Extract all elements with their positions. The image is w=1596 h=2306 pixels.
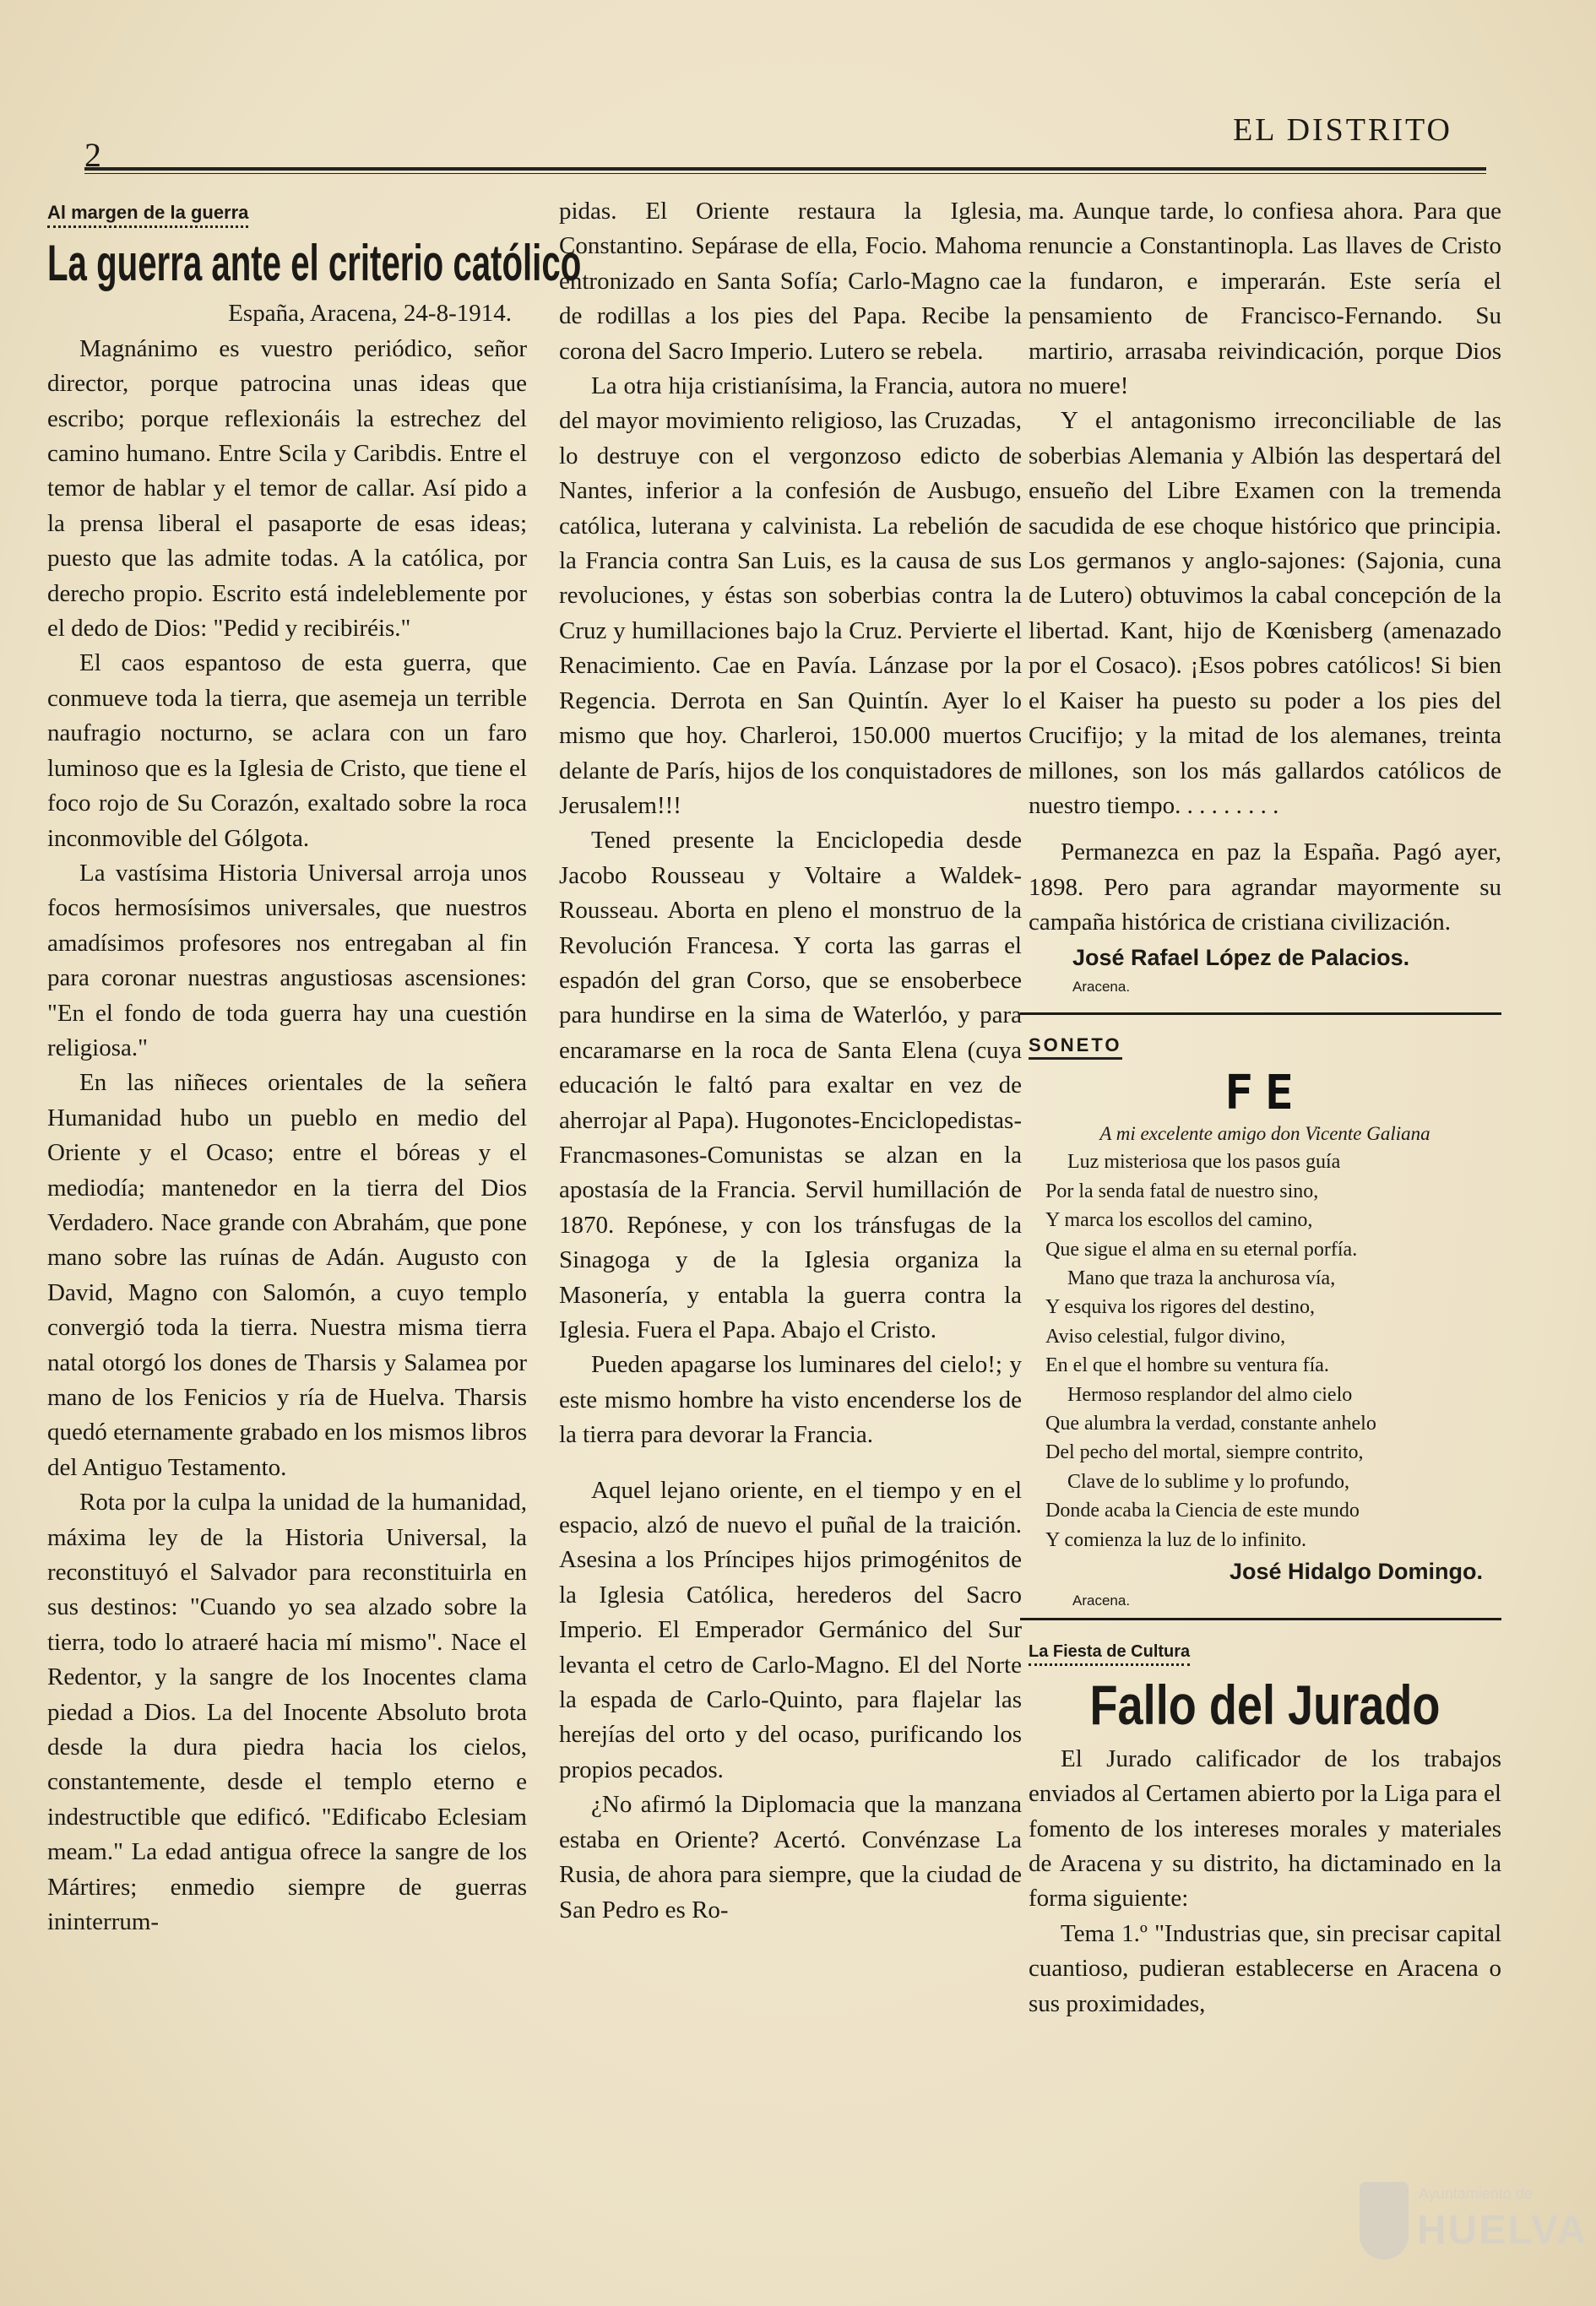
poem-line: En el que el hombre su ventura fía. (1045, 1354, 1329, 1377)
paragraph: La otra hija cristianísima, la Francia, autora del mayor movimiento religioso, las Cruzadas, lo destruye con el vergonzoso edicto de Nantes, inferior a la confesión de Ausbugo, católica, luterana y calvinista. La rebelión de la Francia contra San Luis, es la causa de sus revoluciones, y éstas son soberbias contra la Cruz y humillaciones bajo la Cruz. Pervierte el Renacimiento. Cae en Pavía. Lánzase por la Regencia. Derrota en San Quintín. Ayer lo mismo que hoy. Charleroi, 150.000 muertos delante de París, hijos de los conquistadores de Jerusalem!!! (559, 372, 1022, 819)
poem-line: Mano que traza la anchurosa vía, (1067, 1267, 1336, 1289)
poem-line: Hermoso resplandor del almo cielo (1067, 1383, 1353, 1406)
poem-line: Del pecho del mortal, siempre contrito, (1045, 1441, 1364, 1464)
paragraph: Y el antagonismo irreconciliable de las soberbias Alemania y Albión las despertará del ensueño del Libre Examen con la tremenda sacudida de ese choque histórico que principia. Los germanos y anglo-sajones: (Sajonia, cuna de Lutero) obtuvimos la cabal concepción de la libertad. Kant, hijo de Kœnisberg (amenazado por el Cosaco). ¡Esos pobres católicos! Si bien el Kaiser ha puesto su poder a los pies del Crucifijo; y la mitad de los alemanes, treinta millones, son los más gallardos católicos de nuestro tiempo. . . . . . . . . (1029, 407, 1501, 819)
poem-line: Que sigue el alma en su eternal porfía. (1045, 1238, 1358, 1261)
section-divider (1020, 1618, 1501, 1620)
section-divider (1020, 1012, 1501, 1015)
watermark-line2: HUELVA (1417, 2208, 1588, 2253)
paragraph: La vastísima Historia Universal arroja unos focos hermosísimos universales, que nuestros amadísimos profesores nos entregaban al fin para coronar nuestras angustiosas ascensiones: "En el fondo de toda guerra hay una cuestión religiosa." (47, 859, 527, 1061)
poem-line: Y marca los escollos del camino, (1045, 1209, 1313, 1232)
column-1 (47, 194, 582, 1940)
poem-line: Que alumbra la verdad, constante anhelo (1045, 1413, 1376, 1435)
article-headline: La guerra ante el criterio católico (47, 235, 582, 292)
paragraph: Rota por la culpa la unidad de la humanidad, máxima ley de la Historia Universal, la reconstituyó el Salvador para reconstituirla en sus destinos: "Cuando yo sea alzado sobre la tierra, todo lo atraeré hacia mí mismo". Nace el Redentor, y la sangre de los Inocentes clama piedad a Dios. La del Inocente Absoluto brota desde la dura piedra hacia los cielos, constantemente, desde el templo eterno e indestructible que edificó. "Edificabo Eclesiam meam." La edad antigua ofrece la sangre de los Mártires; enmedio siempre de guerras ininterrum- (47, 1489, 527, 1936)
article-dateline: España, Aracena, 24-8-1914. (228, 300, 512, 328)
paragraph: ma. Aunque tarde, lo confiesa ahora. Para que renuncie a Constantinopla. Las llaves de Cristo la fundaron, e imperarán. Este sería el pensamiento de Francisco-Fernando. Su martirio, arrasaba reivindicación, porque Dios no muere! (1029, 198, 1501, 400)
poet-signature: José Hidalgo Domingo. (1229, 1559, 1483, 1585)
section-spacer (1029, 823, 1501, 835)
sonnet-poem (1029, 1148, 1501, 1555)
poem-line: Y esquiva los rigores del destino, (1045, 1296, 1316, 1319)
sonnet-dedication: A mi excelente amigo don Vicente Galiana (1099, 1123, 1430, 1145)
author-signature: José Rafael López de Palacios. (1072, 944, 1410, 970)
paragraph: Tened presente la Enciclopedia desde Jacobo Rousseau y Voltaire a Waldek-Rousseau. Aborta en pleno el monstruo de la Revolución Francesa. Y corta las garras el espadón del gran Corso, que se ensoberbece para hundirse en la sima de Waterlóo, y para encaramarse en la roca de Santa Elena (cuya educación le faltó para exaltar en vez de aherrojar al Papa). Hugonotes-Enciclopedistas-Francmasones-Comunistas se alzan en la apostasía de la Francia. Servil humillación de 1870. Repónese, y con los tránsfugas de la Sinagoga y de la Iglesia organiza la Masonería, y entabla la guerra contra la Iglesia. Fuera el Papa. Abajo el Cristo. (559, 827, 1022, 1343)
poem-line: Clave de lo sublime y lo profundo, (1067, 1470, 1349, 1493)
paragraph: ¿No afirmó la Diplomacia que la manzana estaba en Oriente? Acertó. Convénzase La Rusia, de ahora para siempre, que la ciudad de San Pedro es Ro- (559, 1791, 1022, 1923)
paragraph: Permanezca en paz la España. Pagó ayer, 1898. Pero para agrandar mayormente su campaña histórica de cristiana civilización. (1029, 838, 1501, 936)
watermark-line1: Ayuntamiento de (1419, 2185, 1533, 2202)
paragraph: El caos espantoso de esta guerra, que conmueve toda la tierra, que asemeja un terrible naufragio nocturno, se aclara con un faro luminoso que es la Iglesia de Cristo, que tiene el foco rojo de Su Corazón, exaltado sobre la roca inconmovible del Gólgota. (47, 649, 527, 852)
paragraph: pidas. El Oriente restaura la Iglesia, Constantino. Sepárase de ella, Focio. Mahoma entronizado en Santa Sofía; Carlo-Magno cae de rodillas a los pies del Papa. Recibe la corona del Sacro Imperio. Lutero se rebela. (559, 198, 1022, 365)
fiesta-kicker: La Fiesta de Cultura (1029, 1640, 1190, 1666)
header-rule (84, 167, 1486, 174)
poem-line: Y comienza la luz de lo infinito. (1045, 1528, 1307, 1551)
paragraph: Aquel lejano oriente, en el tiempo y en el espacio, alzó de nuevo el puñal de la traición. Asesina a los Príncipes hijos primogénitos de la Iglesia Católica, herederos del Sacro Imperio. El Emperador Germánico del Sur levanta el cetro de Carlo-Magno. El del Norte la espada de Carlo-Quinto, para flajelar las herejías del orto y del ocaso, purificando los propios pecados. (559, 1476, 1022, 1783)
paragraph: Pueden apagarse los luminares del cielo!; y este mismo hombre ha visto encenderse los de la tierra para devorar la Francia. (559, 1351, 1022, 1449)
sonnet-kicker: SONETO (1029, 1034, 1122, 1060)
poem-line: Luz misteriosa que los pasos guía (1067, 1151, 1341, 1174)
page-header (84, 101, 1486, 174)
newspaper-name: EL DISTRITO (1233, 112, 1452, 148)
poem-line: Por la senda fatal de nuestro sino, (1045, 1180, 1319, 1202)
article-kicker: Al margen de la guerra (47, 200, 248, 228)
poem-line: Aviso celestial, fulgor divino, (1045, 1325, 1286, 1348)
author-place: Aracena. (1072, 978, 1131, 995)
page-number: 2 (84, 136, 101, 174)
poem-line: Donde acaba la Ciencia de este mundo (1045, 1500, 1360, 1522)
coat-of-arms-icon (1360, 2182, 1409, 2260)
paragraph: Magnánimo es vuestro periódico, señor director, porque patrocina unas ideas que escribo; porque reflexionáis la estrechez del camino humano. Entre Scila y Caribdis. Entre el temor de hablar y el temor de callar. Así pido a la prensa liberal el pasaporte de esas ideas; puesto que las admite todas. A la católica, por derecho propio. Escrito está indeleblemente por el dedo de Dios: "Pedid y recibiréis." (47, 334, 527, 643)
paragraph: El Jurado calificador de los trabajos enviados al Certamen abierto por la Liga para el fomento de los intereses morales y materiales de Aracena y su distrito, ha dictaminado en la forma siguiente: (1029, 1744, 1501, 1913)
column-3 (1029, 194, 1501, 2021)
section-spacer (559, 1453, 1022, 1473)
jury-headline: Fallo del Jurado (1089, 1673, 1441, 1736)
paragraph: En las niñeces orientales de la señera Humanidad hubo un pueblo en medio del Oriente y el Ocaso; entre el bóreas y el mediodía; mantenedor en la tierra del Dios Verdadero. Nace grande con Abrahám, que pone mano sobre las ruínas de Adán. Augusto con David, Magno con Salomón, a cuyo templo convergió toda la tierra. Nuestra misma tierra natal otorgó los dones de Tharsis y Salamea por mano de los Fenicios y ría de Huelva. Tharsis quedó eternamente grabado en los mismos libros del Antiguo Testamento. (47, 1069, 527, 1481)
column-2 (559, 194, 1022, 1928)
archive-watermark (1360, 2178, 1588, 2280)
paragraph: Tema 1.º "Industrias que, sin precisar capital cuantioso, pudieran establecerse en Aracena o sus proximidades, (1029, 1919, 1501, 2017)
poet-place: Aracena. (1072, 1592, 1131, 1609)
sonnet-title: FE (1224, 1066, 1306, 1121)
